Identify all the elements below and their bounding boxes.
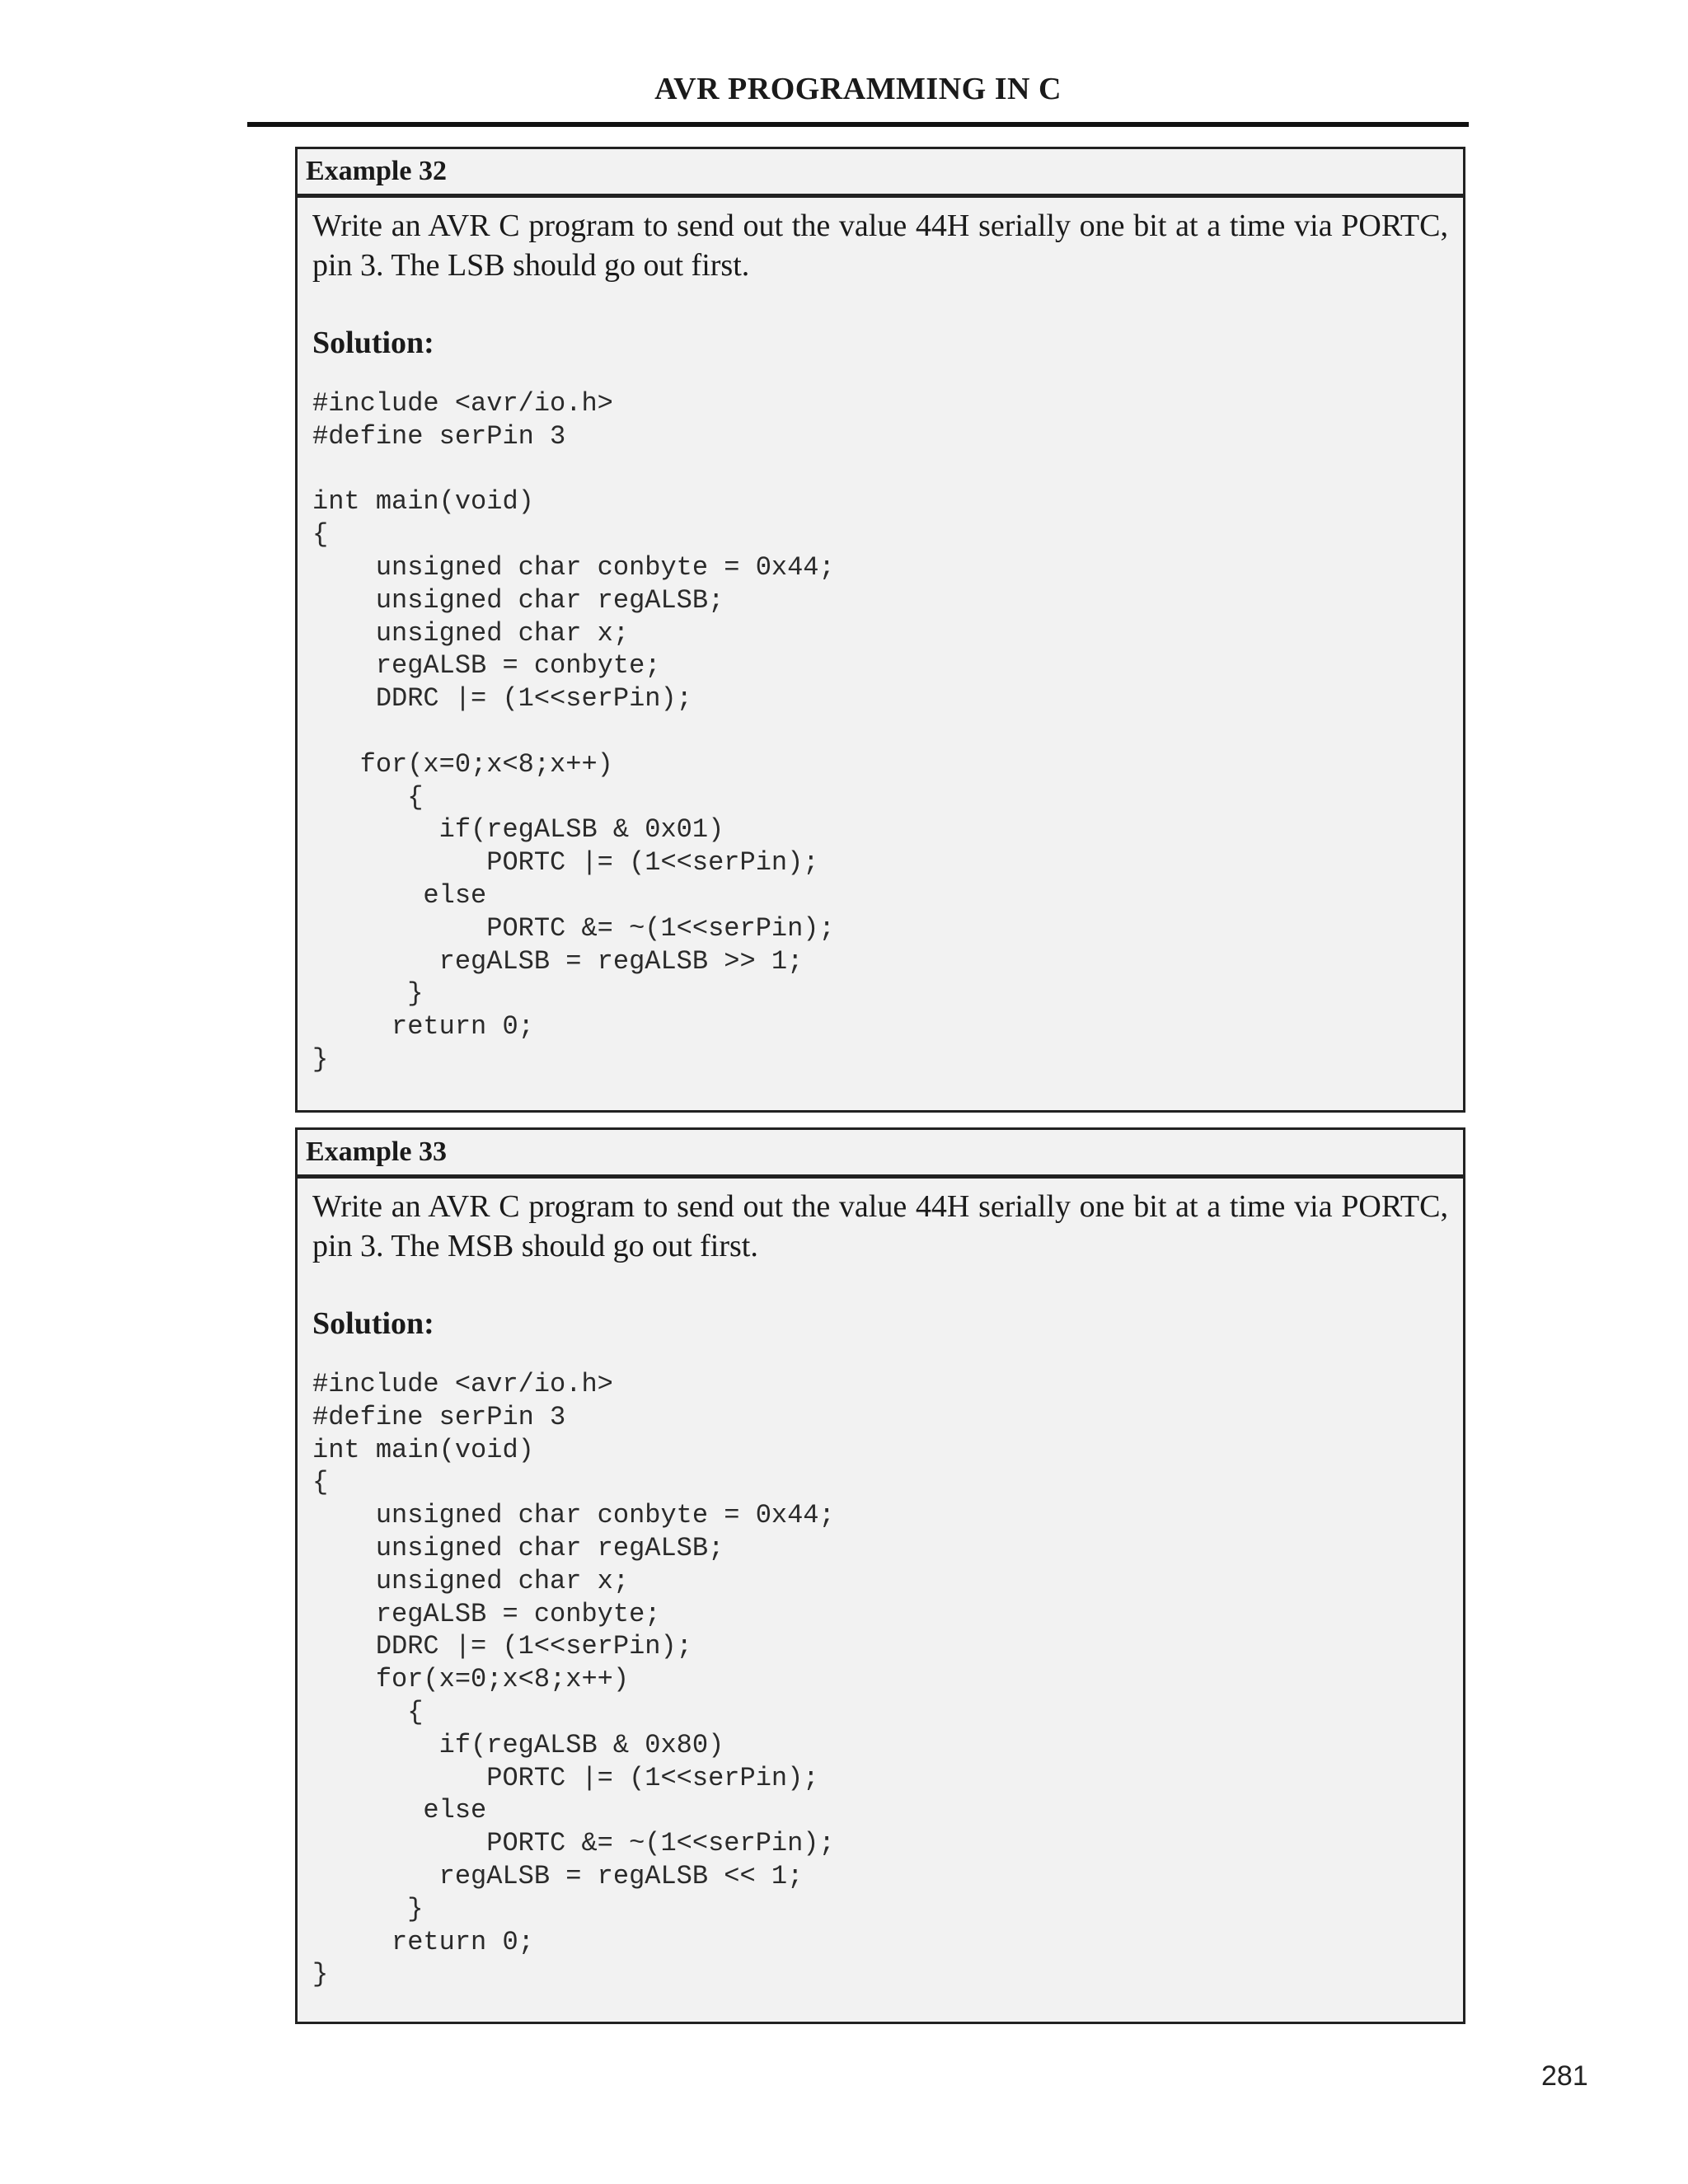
example-body — [298, 198, 1463, 1076]
page-number: 281 — [1541, 2060, 1588, 2092]
example-title: Example 32 — [298, 149, 1463, 198]
solution-label: Solution: — [312, 1306, 434, 1341]
example-body — [298, 1179, 1463, 1991]
example-title: Example 33 — [298, 1130, 1463, 1179]
problem-statement: Write an AVR C program to send out the value 44H serially one bit at a time via PORTC, pin 3. The LSB should go out first. — [312, 209, 1448, 283]
problem-statement: Write an AVR C program to send out the value 44H serially one bit at a time via PORTC, pin 3. The MSB should go out first. — [312, 1189, 1448, 1263]
code-listing: #include <avr/io.h> #define serPin 3 int main(void) { unsigned char conbyte = 0x44; unsigned char regALSB; unsigned char x; regALSB = conbyte; DDRC |= (1<<serPin); for(x=0;x<8;x++) { if(regALSB & 0x01) PORTC |= (1<<serPin); else PORTC &= ~(1<<serPin); regALSB = regALSB >> 1; } return 0; } — [312, 388, 835, 1075]
example-33-box — [295, 1127, 1465, 2024]
example-32-box — [295, 147, 1465, 1113]
solution-label: Solution: — [312, 326, 434, 360]
header-rule — [247, 122, 1469, 127]
code-listing: #include <avr/io.h> #define serPin 3 int main(void) { unsigned char conbyte = 0x44; unsigned char regALSB; unsigned char x; regALSB = conbyte; DDRC |= (1<<serPin); for(x=0;x<8;x++) { if(regALSB & 0x80) PORTC |= (1<<serPin); else PORTC &= ~(1<<serPin); regALSB = regALSB << 1; } return 0; } — [312, 1369, 835, 1990]
running-head: AVR PROGRAMMING IN C — [654, 72, 1062, 106]
